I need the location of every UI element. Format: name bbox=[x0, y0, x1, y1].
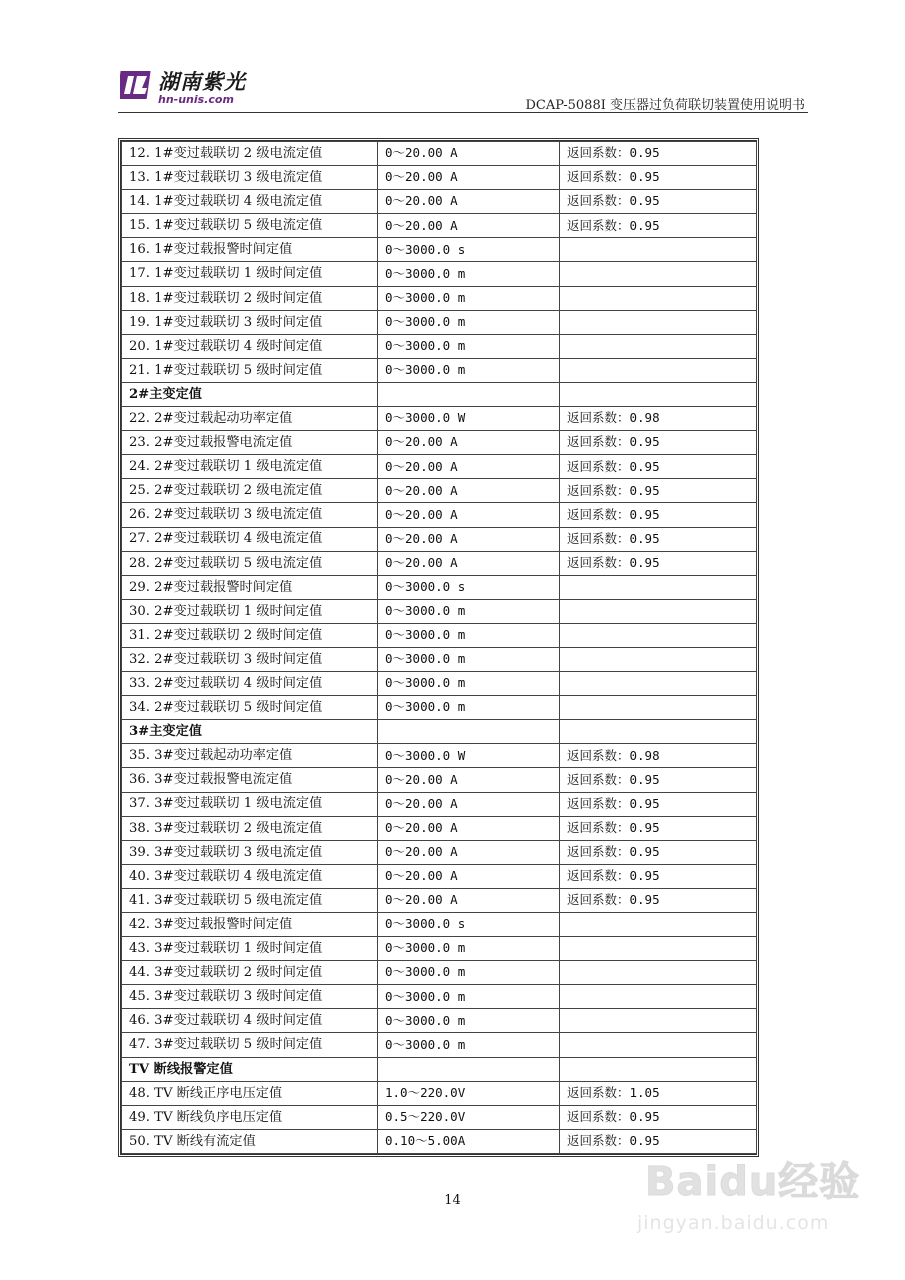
setting-name-cell: 12. 1#变过载联切 2 级电流定值 bbox=[122, 142, 378, 166]
table-row bbox=[122, 1105, 757, 1129]
return-coefficient-cell bbox=[560, 961, 757, 985]
setting-name-cell: 46. 3#变过载联切 4 级时间定值 bbox=[122, 1009, 378, 1033]
setting-name-cell: 45. 3#变过载联切 3 级时间定值 bbox=[122, 985, 378, 1009]
table-row bbox=[122, 913, 757, 937]
return-coefficient-cell: 返回系数：0.95 bbox=[560, 190, 757, 214]
setting-range-cell: 0.5～220.0V bbox=[378, 1105, 560, 1129]
return-coefficient-cell bbox=[560, 310, 757, 334]
return-coefficient-cell: 返回系数：0.95 bbox=[560, 455, 757, 479]
table-row bbox=[122, 744, 757, 768]
setting-range-cell bbox=[378, 1057, 560, 1081]
table-row bbox=[122, 599, 757, 623]
table-row bbox=[122, 407, 757, 431]
return-coefficient-cell: 返回系数：0.98 bbox=[560, 407, 757, 431]
logo-name: 湖南紫光 bbox=[158, 69, 246, 94]
section-header-row bbox=[122, 720, 757, 744]
setting-range-cell: 0～20.00 A bbox=[378, 840, 560, 864]
table-row bbox=[122, 214, 757, 238]
table-row bbox=[122, 190, 757, 214]
table-row bbox=[122, 262, 757, 286]
setting-name-cell: 2#主变定值 bbox=[122, 382, 378, 406]
table-row bbox=[122, 1033, 757, 1057]
setting-range-cell: 0～20.00 A bbox=[378, 551, 560, 575]
setting-name-cell: 16. 1#变过载报警时间定值 bbox=[122, 238, 378, 262]
setting-range-cell bbox=[378, 720, 560, 744]
setting-range-cell: 0～20.00 A bbox=[378, 888, 560, 912]
setting-range-cell: 0～3000.0 W bbox=[378, 744, 560, 768]
setting-name-cell: 3#主变定值 bbox=[122, 720, 378, 744]
setting-range-cell: 0～20.00 A bbox=[378, 503, 560, 527]
setting-name-cell: 24. 2#变过载联切 1 级电流定值 bbox=[122, 455, 378, 479]
section-header-row bbox=[122, 382, 757, 406]
setting-name-cell: 40. 3#变过载联切 4 级电流定值 bbox=[122, 864, 378, 888]
return-coefficient-cell: 返回系数：0.95 bbox=[560, 816, 757, 840]
table-row bbox=[122, 623, 757, 647]
page-number: 14 bbox=[444, 1193, 461, 1208]
setting-range-cell: 0～3000.0 W bbox=[378, 407, 560, 431]
settings-table-body bbox=[122, 142, 757, 1154]
setting-name-cell: 38. 3#变过载联切 2 级电流定值 bbox=[122, 816, 378, 840]
setting-range-cell: 0～3000.0 s bbox=[378, 913, 560, 937]
setting-name-cell: 28. 2#变过载联切 5 级电流定值 bbox=[122, 551, 378, 575]
setting-name-cell: 30. 2#变过载联切 1 级时间定值 bbox=[122, 599, 378, 623]
setting-name-cell: 47. 3#变过载联切 5 级时间定值 bbox=[122, 1033, 378, 1057]
setting-range-cell: 0～20.00 A bbox=[378, 190, 560, 214]
return-coefficient-cell: 返回系数：0.95 bbox=[560, 1129, 757, 1153]
setting-name-cell: 50. TV 断线有流定值 bbox=[122, 1129, 378, 1153]
setting-range-cell: 0～3000.0 m bbox=[378, 262, 560, 286]
return-coefficient-cell bbox=[560, 599, 757, 623]
setting-name-cell: 18. 1#变过载联切 2 级时间定值 bbox=[122, 286, 378, 310]
setting-name-cell: 23. 2#变过载报警电流定值 bbox=[122, 431, 378, 455]
section-header-row bbox=[122, 1057, 757, 1081]
setting-name-cell: TV 断线报警定值 bbox=[122, 1057, 378, 1081]
return-coefficient-cell: 返回系数：0.95 bbox=[560, 1105, 757, 1129]
setting-name-cell: 44. 3#变过载联切 2 级时间定值 bbox=[122, 961, 378, 985]
setting-range-cell: 0～20.00 A bbox=[378, 527, 560, 551]
table-row bbox=[122, 937, 757, 961]
setting-range-cell: 0～3000.0 m bbox=[378, 599, 560, 623]
return-coefficient-cell: 返回系数：0.95 bbox=[560, 888, 757, 912]
table-row bbox=[122, 647, 757, 671]
setting-name-cell: 15. 1#变过载联切 5 级电流定值 bbox=[122, 214, 378, 238]
setting-name-cell: 33. 2#变过载联切 4 级时间定值 bbox=[122, 672, 378, 696]
setting-name-cell: 41. 3#变过载联切 5 级电流定值 bbox=[122, 888, 378, 912]
return-coefficient-cell: 返回系数：0.95 bbox=[560, 431, 757, 455]
setting-name-cell: 26. 2#变过载联切 3 级电流定值 bbox=[122, 503, 378, 527]
setting-name-cell: 27. 2#变过载联切 4 级电流定值 bbox=[122, 527, 378, 551]
setting-name-cell: 37. 3#变过载联切 1 级电流定值 bbox=[122, 792, 378, 816]
watermark bbox=[635, 1150, 865, 1250]
return-coefficient-cell: 返回系数：1.05 bbox=[560, 1081, 757, 1105]
setting-range-cell: 0～20.00 A bbox=[378, 816, 560, 840]
setting-range-cell: 0～20.00 A bbox=[378, 142, 560, 166]
table-row bbox=[122, 358, 757, 382]
setting-name-cell: 36. 3#变过载报警电流定值 bbox=[122, 768, 378, 792]
setting-range-cell: 0～20.00 A bbox=[378, 768, 560, 792]
table-row bbox=[122, 527, 757, 551]
setting-name-cell: 29. 2#变过载报警时间定值 bbox=[122, 575, 378, 599]
table-row bbox=[122, 840, 757, 864]
return-coefficient-cell: 返回系数：0.95 bbox=[560, 768, 757, 792]
return-coefficient-cell bbox=[560, 286, 757, 310]
setting-range-cell: 0～20.00 A bbox=[378, 166, 560, 190]
return-coefficient-cell: 返回系数：0.95 bbox=[560, 166, 757, 190]
setting-range-cell: 0～3000.0 m bbox=[378, 623, 560, 647]
return-coefficient-cell bbox=[560, 672, 757, 696]
return-coefficient-cell: 返回系数：0.98 bbox=[560, 744, 757, 768]
setting-range-cell: 0～20.00 A bbox=[378, 214, 560, 238]
setting-range-cell: 0～3000.0 m bbox=[378, 1033, 560, 1057]
return-coefficient-cell bbox=[560, 358, 757, 382]
setting-name-cell: 22. 2#变过载起动功率定值 bbox=[122, 407, 378, 431]
setting-name-cell: 21. 1#变过载联切 5 级时间定值 bbox=[122, 358, 378, 382]
setting-range-cell: 0～3000.0 s bbox=[378, 238, 560, 262]
table-row bbox=[122, 696, 757, 720]
setting-range-cell: 0～3000.0 m bbox=[378, 310, 560, 334]
return-coefficient-cell: 返回系数：0.95 bbox=[560, 503, 757, 527]
table-row bbox=[122, 286, 757, 310]
setting-range-cell: 0～20.00 A bbox=[378, 431, 560, 455]
table-row bbox=[122, 888, 757, 912]
setting-range-cell: 0～3000.0 m bbox=[378, 961, 560, 985]
return-coefficient-cell: 返回系数：0.95 bbox=[560, 864, 757, 888]
table-row bbox=[122, 503, 757, 527]
return-coefficient-cell: 返回系数：0.95 bbox=[560, 551, 757, 575]
settings-table bbox=[118, 138, 759, 1157]
table-row bbox=[122, 431, 757, 455]
return-coefficient-cell bbox=[560, 1057, 757, 1081]
return-coefficient-cell bbox=[560, 334, 757, 358]
table-row bbox=[122, 1009, 757, 1033]
return-coefficient-cell: 返回系数：0.95 bbox=[560, 527, 757, 551]
setting-range-cell: 0～3000.0 m bbox=[378, 286, 560, 310]
setting-range-cell: 0～20.00 A bbox=[378, 479, 560, 503]
table-row bbox=[122, 310, 757, 334]
return-coefficient-cell bbox=[560, 575, 757, 599]
setting-name-cell: 42. 3#变过载报警时间定值 bbox=[122, 913, 378, 937]
setting-range-cell: 0～3000.0 m bbox=[378, 672, 560, 696]
return-coefficient-cell: 返回系数：0.95 bbox=[560, 214, 757, 238]
setting-range-cell: 0.10～5.00A bbox=[378, 1129, 560, 1153]
table-row bbox=[122, 768, 757, 792]
table-row bbox=[122, 166, 757, 190]
setting-range-cell: 0～3000.0 m bbox=[378, 647, 560, 671]
table-row bbox=[122, 334, 757, 358]
table-row bbox=[122, 961, 757, 985]
return-coefficient-cell bbox=[560, 647, 757, 671]
setting-name-cell: 25. 2#变过载联切 2 级电流定值 bbox=[122, 479, 378, 503]
return-coefficient-cell bbox=[560, 1009, 757, 1033]
watermark-main: Baidu经验 bbox=[645, 1159, 861, 1205]
table-row bbox=[122, 1081, 757, 1105]
table-row bbox=[122, 985, 757, 1009]
table-row bbox=[122, 864, 757, 888]
table-row bbox=[122, 672, 757, 696]
setting-name-cell: 20. 1#变过载联切 4 级时间定值 bbox=[122, 334, 378, 358]
return-coefficient-cell: 返回系数：0.95 bbox=[560, 142, 757, 166]
setting-range-cell: 0～3000.0 m bbox=[378, 696, 560, 720]
setting-name-cell: 32. 2#变过载联切 3 级时间定值 bbox=[122, 647, 378, 671]
setting-name-cell: 43. 3#变过载联切 1 级时间定值 bbox=[122, 937, 378, 961]
setting-range-cell: 1.0～220.0V bbox=[378, 1081, 560, 1105]
setting-range-cell: 0～3000.0 m bbox=[378, 334, 560, 358]
return-coefficient-cell bbox=[560, 913, 757, 937]
setting-range-cell: 0～20.00 A bbox=[378, 792, 560, 816]
return-coefficient-cell bbox=[560, 985, 757, 1009]
setting-name-cell: 49. TV 断线负序电压定值 bbox=[122, 1105, 378, 1129]
return-coefficient-cell: 返回系数：0.95 bbox=[560, 840, 757, 864]
setting-name-cell: 14. 1#变过载联切 4 级电流定值 bbox=[122, 190, 378, 214]
setting-range-cell: 0～20.00 A bbox=[378, 864, 560, 888]
setting-range-cell: 0～3000.0 m bbox=[378, 358, 560, 382]
return-coefficient-cell bbox=[560, 623, 757, 647]
logo-url: hn-unis.com bbox=[158, 93, 234, 106]
setting-name-cell: 35. 3#变过载起动功率定值 bbox=[122, 744, 378, 768]
company-logo bbox=[120, 66, 260, 110]
setting-name-cell: 31. 2#变过载联切 2 级时间定值 bbox=[122, 623, 378, 647]
setting-range-cell: 0～3000.0 m bbox=[378, 1009, 560, 1033]
setting-name-cell: 34. 2#变过载联切 5 级时间定值 bbox=[122, 696, 378, 720]
return-coefficient-cell: 返回系数：0.95 bbox=[560, 479, 757, 503]
table-row bbox=[122, 479, 757, 503]
setting-name-cell: 13. 1#变过载联切 3 级电流定值 bbox=[122, 166, 378, 190]
table-row bbox=[122, 238, 757, 262]
logo-mark-icon bbox=[120, 68, 154, 102]
table-row bbox=[122, 455, 757, 479]
setting-range-cell: 0～3000.0 m bbox=[378, 937, 560, 961]
setting-name-cell: 48. TV 断线正序电压定值 bbox=[122, 1081, 378, 1105]
return-coefficient-cell bbox=[560, 696, 757, 720]
return-coefficient-cell: 返回系数：0.95 bbox=[560, 792, 757, 816]
setting-name-cell: 39. 3#变过载联切 3 级电流定值 bbox=[122, 840, 378, 864]
table-row bbox=[122, 792, 757, 816]
watermark-url: jingyan.baidu.com bbox=[637, 1212, 830, 1234]
setting-name-cell: 19. 1#变过载联切 3 级时间定值 bbox=[122, 310, 378, 334]
return-coefficient-cell bbox=[560, 382, 757, 406]
setting-range-cell bbox=[378, 382, 560, 406]
return-coefficient-cell bbox=[560, 238, 757, 262]
return-coefficient-cell bbox=[560, 1033, 757, 1057]
return-coefficient-cell bbox=[560, 937, 757, 961]
return-coefficient-cell bbox=[560, 720, 757, 744]
document-title: DCAP-5088I 变压器过负荷联切装置使用说明书 bbox=[525, 98, 805, 113]
setting-range-cell: 0～3000.0 m bbox=[378, 985, 560, 1009]
table-row bbox=[122, 551, 757, 575]
setting-name-cell: 17. 1#变过载联切 1 级时间定值 bbox=[122, 262, 378, 286]
table-row bbox=[122, 142, 757, 166]
setting-range-cell: 0～20.00 A bbox=[378, 455, 560, 479]
header-divider bbox=[118, 112, 808, 113]
return-coefficient-cell bbox=[560, 262, 757, 286]
table-row bbox=[122, 816, 757, 840]
table-row bbox=[122, 575, 757, 599]
setting-range-cell: 0～3000.0 s bbox=[378, 575, 560, 599]
